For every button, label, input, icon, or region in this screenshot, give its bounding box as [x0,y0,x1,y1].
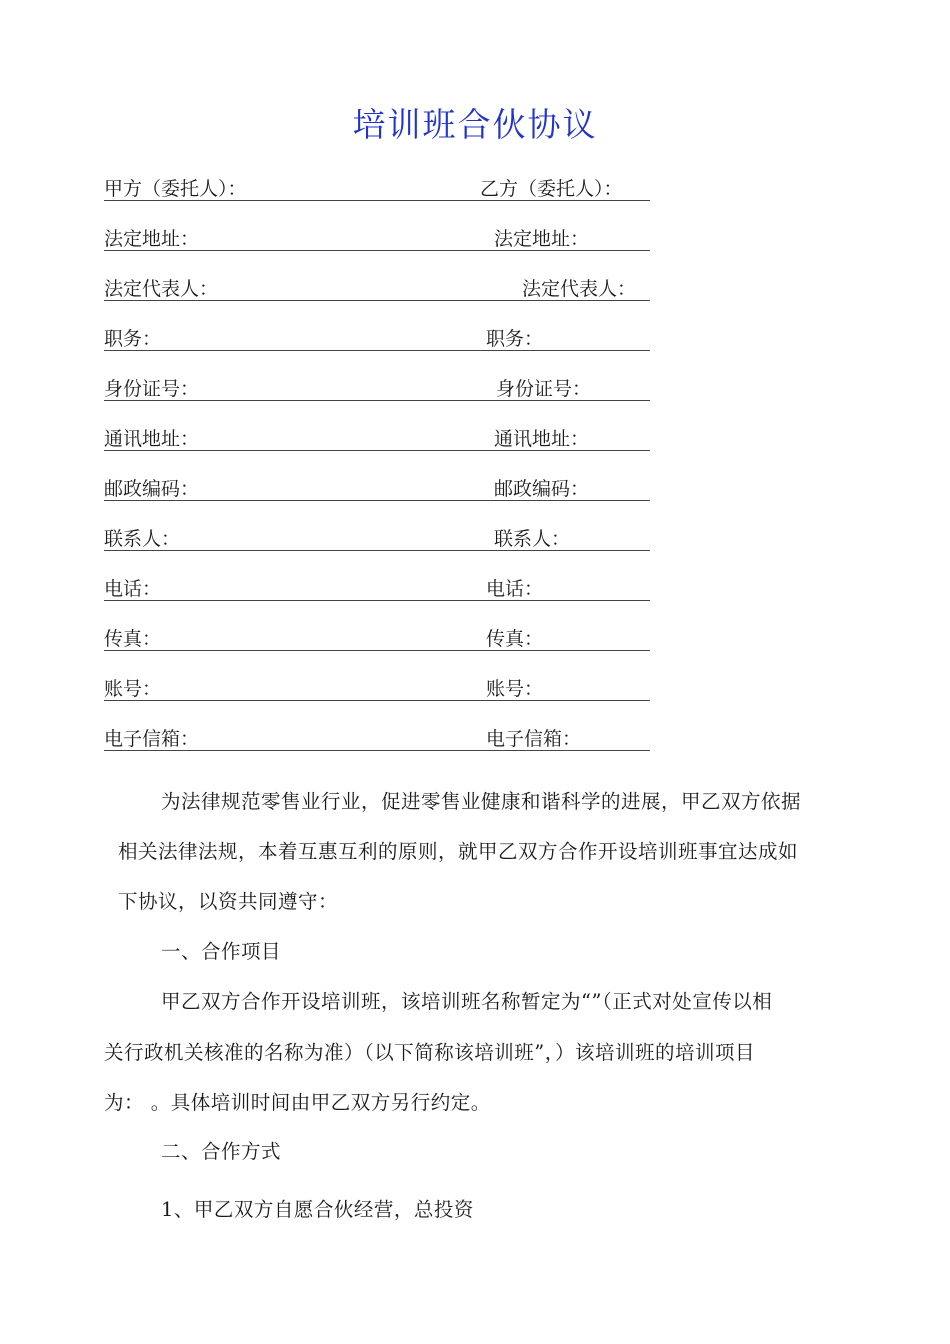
field-row-legal-representative [104,272,650,301]
party-b-legal-address-label: 法定地址： [494,228,590,250]
field-row-phone [104,572,650,601]
section-2-item-1: 1、甲乙双方自愿合伙经营，总投资 [161,1198,474,1221]
party-a-position-label: 职务： [104,328,162,350]
document-title: 培训班合伙协议 [352,105,598,144]
field-row-account [104,672,650,701]
party-b-postal-code-label: 邮政编码： [494,478,590,500]
party-a-postal-code-label: 邮政编码： [104,478,200,500]
party-a-email-label: 电子信箱： [104,728,200,750]
field-row-fax [104,622,650,651]
party-a-legal-address-label: 法定地址： [104,228,200,250]
party-b-label: 乙方（委托人）： [480,178,623,200]
party-b-phone-label: 电话： [486,578,544,600]
party-a-fax-label: 传真： [104,628,162,650]
party-b-position-label: 职务： [486,328,544,350]
party-a-contact-person-label: 联系人： [104,528,181,550]
party-a-phone-label: 电话： [104,578,162,600]
party-info-fields [104,172,650,772]
intro-paragraph-line-3: 下协议，以资共同遵守： [118,890,339,913]
intro-paragraph-line-2: 相关法律法规，本着互惠互利的原则，就甲乙双方合作开设培训班事宜达成如 [118,840,799,863]
section-1-paragraph-line-1: 甲乙双方合作开设培训班，该培训班名称暂定为“”（正式对处宣传以相 [161,990,773,1013]
party-a-mailing-address-label: 通讯地址： [104,428,200,450]
section-1-paragraph-line-2: 关行政机关核准的名称为准）（以下简称该培训班”，）该培训班的培训项目 [104,1041,755,1064]
party-b-id-number-label: 身份证号： [496,378,592,400]
party-b-email-label: 电子信箱： [486,728,582,750]
party-a-id-number-label: 身份证号： [104,378,200,400]
party-b-mailing-address-label: 通讯地址： [494,428,590,450]
party-a-legal-representative-label: 法定代表人： [104,278,219,300]
party-a-label: 甲方（委托人）： [104,178,247,200]
section-2-heading: 二、合作方式 [161,1140,282,1163]
field-row-id-number [104,372,650,401]
party-a-account-label: 账号： [104,678,162,700]
field-row-legal-address [104,222,650,251]
field-row-party [104,172,650,201]
field-row-contact-person [104,522,650,551]
party-b-account-label: 账号： [486,678,544,700]
field-row-mailing-address [104,422,650,451]
party-b-fax-label: 传真： [486,628,544,650]
party-b-contact-person-label: 联系人： [494,528,571,550]
field-row-position [104,322,650,351]
field-row-email [104,722,650,751]
section-1-paragraph-line-3: 为： 。具体培训时间由甲乙双方另行约定。 [104,1091,491,1114]
section-1-heading: 一、合作项目 [161,940,282,963]
field-row-postal-code [104,472,650,501]
intro-paragraph-line-1: 为法律规范零售业行业，促进零售业健康和谐科学的进展，甲乙双方依据 [161,790,802,813]
party-b-legal-representative-label: 法定代表人： [522,278,637,300]
